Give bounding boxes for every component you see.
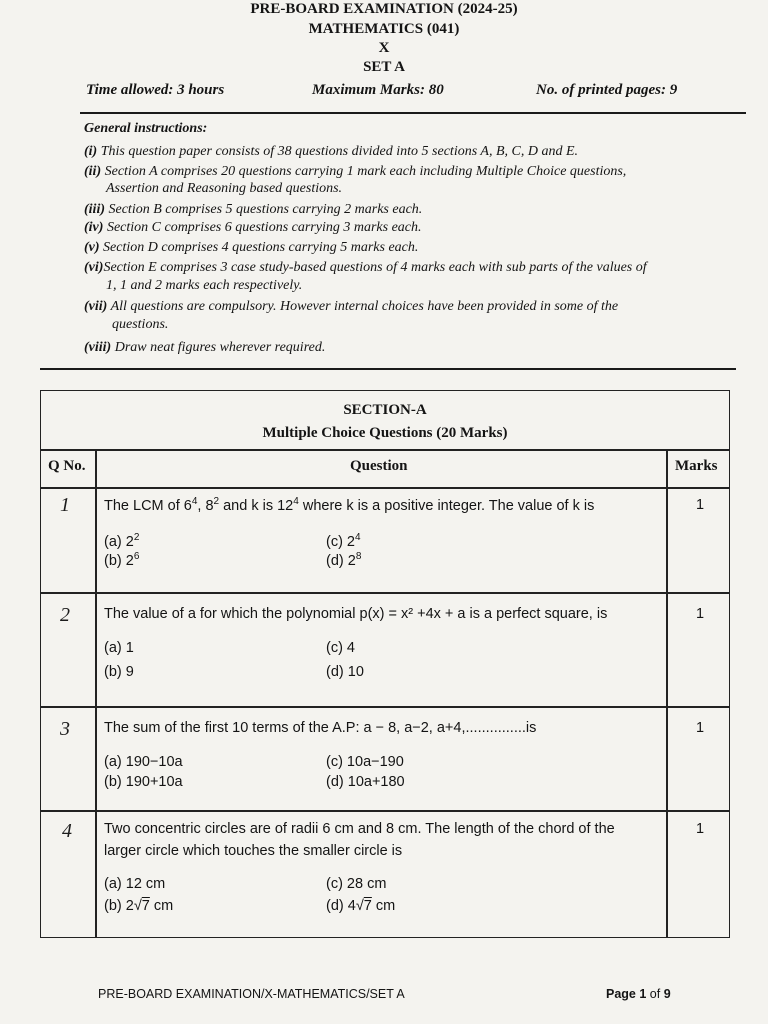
option-b: (b) $2^6$ <box>104 551 140 569</box>
instruction-text: All questions are compulsory. However internal choices have been provided in some of the <box>110 299 619 314</box>
option-a: (a) 190−10a <box>104 754 183 770</box>
instruction-item <box>84 144 578 160</box>
option-b: (b) 190+10a <box>104 774 183 790</box>
option-b: (b) 2√7 cm <box>104 898 174 914</box>
table-column-rule <box>95 449 97 938</box>
instruction-text: Draw neat figures wherever required. <box>114 340 326 355</box>
table-column-rule <box>666 449 668 938</box>
question-marks: 1 <box>696 821 705 837</box>
table-rule <box>40 487 730 489</box>
question-text: The LCM of $6^4$, $8^2$ and k is $12^4$ where k is a positive integer. The value of k is <box>104 496 595 514</box>
question-number: 1 <box>60 494 70 516</box>
printed-pages: No. of printed pages: 9 <box>536 82 678 98</box>
question-marks: 1 <box>696 720 705 736</box>
exam-title: PRE-BOARD EXAMINATION (2024-25) <box>250 1 518 17</box>
instruction-text: Section B comprises 5 questions carrying 2 marks each. <box>108 202 423 217</box>
question-text: Two concentric circles are of radii 6 cm and 8 cm. The length of the chord of the <box>104 821 615 837</box>
question-text-continued: larger circle which touches the smaller circle is <box>104 843 403 859</box>
option-c: (c) 10a−190 <box>326 754 404 770</box>
instruction-text: Section D comprises 4 questions carrying 5 marks each. <box>103 240 419 255</box>
option-b: (b) 9 <box>104 664 134 680</box>
question-number: 3 <box>60 718 70 740</box>
page-indicator: Page 1 of 9 <box>606 987 671 1001</box>
option-c: (c) 28 cm <box>326 876 387 892</box>
instruction-item <box>84 340 325 356</box>
option-c: (c) 4 <box>326 640 355 656</box>
instruction-number: (iv) <box>84 220 104 235</box>
option-a: (a) $2^2$ <box>104 532 140 550</box>
table-rule <box>40 592 730 594</box>
instruction-item <box>84 220 422 236</box>
instruction-continuation: Assertion and Reasoning based questions. <box>106 181 343 196</box>
instruction-text: Section E comprises 3 case study-based questions of 4 marks each with sub parts of the values of <box>103 260 647 275</box>
column-header-question: Question <box>350 458 408 474</box>
instruction-item <box>84 240 418 256</box>
instruction-number: (iii) <box>84 202 105 217</box>
question-number: 2 <box>60 604 70 626</box>
footer-title: PRE-BOARD EXAMINATION/X-MATHEMATICS/SET A <box>98 987 405 1001</box>
section-subtitle: Multiple Choice Questions (20 Marks) <box>262 425 508 441</box>
section-title: SECTION-A <box>343 402 427 418</box>
option-d: (d) 10 <box>326 664 364 680</box>
instruction-item <box>84 164 626 180</box>
instruction-number: (i) <box>84 144 98 159</box>
question-number: 4 <box>62 820 72 842</box>
time-allowed: Time allowed: 3 hours <box>86 82 225 98</box>
option-c: (c) $2^4$ <box>326 532 361 550</box>
option-a: (a) 12 cm <box>104 876 166 892</box>
table-rule <box>40 449 730 451</box>
column-header-marks: Marks <box>675 458 718 474</box>
question-marks: 1 <box>696 497 705 513</box>
question-text: The value of a for which the polynomial p(x) = x² +4x + a is a perfect square, is <box>104 606 608 622</box>
table-rule <box>40 810 730 812</box>
question-marks: 1 <box>696 606 705 622</box>
instruction-text: Section A comprises 20 questions carrying 1 mark each including Multiple Choice questions, <box>104 164 627 179</box>
instruction-item <box>84 299 618 315</box>
subject-title: MATHEMATICS (041) <box>308 21 460 37</box>
instruction-text: Section C comprises 6 questions carrying 3 marks each. <box>106 220 422 235</box>
instruction-number: (viii) <box>84 340 112 355</box>
option-d: (d) 4√7 cm <box>326 898 396 914</box>
instruction-number: (vii) <box>84 299 108 314</box>
instruction-number: (ii) <box>84 164 102 179</box>
instruction-continuation: 1, 1 and 2 marks each respectively. <box>106 278 303 293</box>
instruction-number: (vi) <box>84 260 104 275</box>
header-divider <box>80 112 746 114</box>
column-header-qno: Q No. <box>48 458 86 474</box>
set-label: SET A <box>363 59 405 75</box>
instruction-item <box>84 202 422 218</box>
option-d: (d) 10a+180 <box>326 774 405 790</box>
instruction-number: (v) <box>84 240 100 255</box>
option-a: (a) 1 <box>104 640 134 656</box>
table-rule <box>40 706 730 708</box>
maximum-marks: Maximum Marks: 80 <box>312 82 444 98</box>
instruction-text: This question paper consists of 38 questions divided into 5 sections A, B, C, D and E. <box>100 144 579 159</box>
question-text: The sum of the first 10 terms of the A.P: a − 8, a−2, a+4,...............is <box>104 720 537 736</box>
instructions-title: General instructions: <box>84 121 208 136</box>
class-label: X <box>378 40 390 56</box>
instructions-divider <box>40 368 736 370</box>
instruction-continuation: questions. <box>112 317 169 332</box>
option-d: (d) $2^8$ <box>326 551 362 569</box>
instruction-item <box>84 260 647 276</box>
